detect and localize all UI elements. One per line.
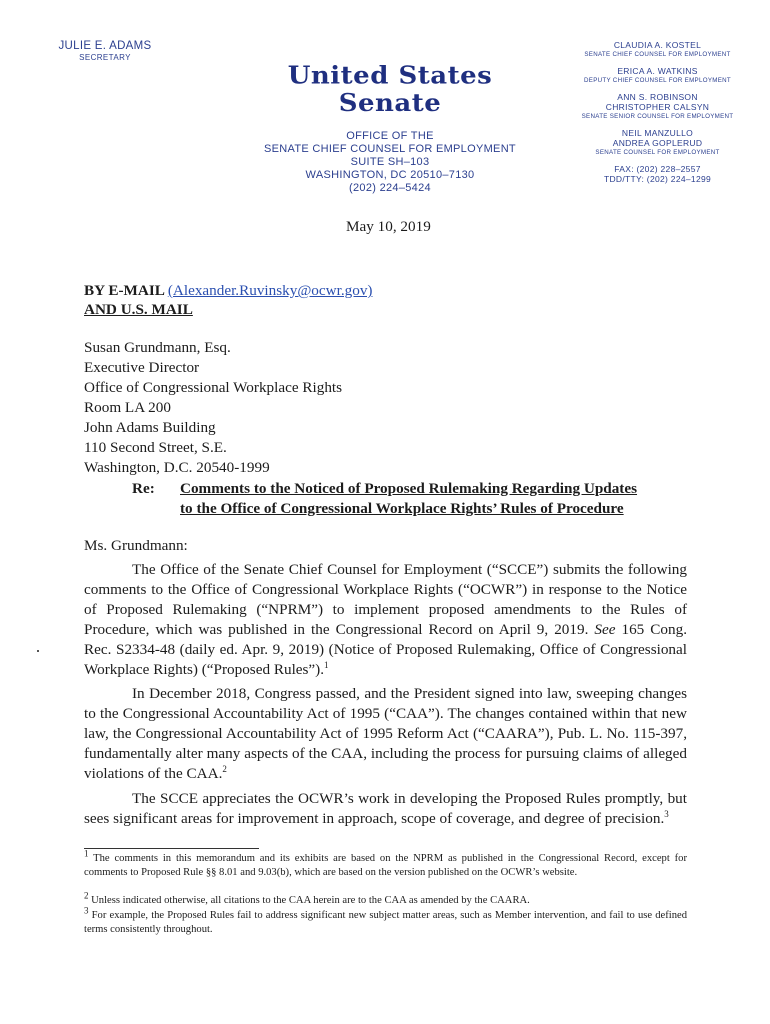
re-subject	[180, 479, 660, 519]
counsel-staff-list	[555, 40, 760, 191]
staff-name: CLAUDIA A. KOSTEL	[613, 40, 702, 50]
office-line-5: (202) 224–5424	[349, 182, 431, 194]
staff-block	[555, 128, 760, 157]
letter-date: May 10, 2019	[346, 218, 431, 235]
footnote-number: 2	[84, 890, 89, 901]
footnote-2	[84, 890, 687, 908]
re-label: Re:	[132, 480, 155, 497]
staff-name: CHRISTOPHER CALSYN	[605, 102, 710, 112]
office-line-2: SENATE CHIEF COUNSEL FOR EMPLOYMENT	[264, 143, 516, 155]
paragraph-1-citation: 165 Cong. Rec. S2334-48 (daily ed. Apr. 9, 2019) (Notice of Proposed Rulemaking, Office of Congressional Workplace Rights) (“Proposed Rules”).	[84, 621, 687, 678]
re-subject-line: Comments to the Noticed of Proposed Rulemaking Regarding Updates	[180, 480, 638, 497]
footnote-number: 1	[84, 848, 89, 859]
fax-number: FAX: (202) 228–2557	[614, 164, 701, 174]
address-line: Washington, D.C. 20540-1999	[84, 459, 270, 476]
footnote-text: For example, the Proposed Rules fail to address significant new subject matter areas, such as Member intervention, and fail to use defined terms consistently throughout.	[84, 910, 687, 935]
footnote-divider	[84, 848, 259, 849]
masthead-title: United States Senate	[287, 62, 493, 118]
paragraph-3	[84, 789, 687, 829]
paragraph-2	[84, 684, 687, 784]
staff-name: ANDREA GOPLERUD	[612, 138, 703, 148]
email-link[interactable]: (Alexander.Ruvinsky@ocwr.gov)	[167, 282, 373, 299]
staff-block	[555, 66, 760, 85]
recipient-address	[84, 338, 342, 478]
paragraph-1-text: The Office of the Senate Chief Counsel for Employment (“SCCE”) submits the following comments to the Office of Congressional Workplace Rights (“OCWR”) in response to the Notice of Proposed Rulemaking (“NPRM”) to implement proposed amendments to the Rules of Procedure, which was published in the Congressional Record on April 9, 2019.	[84, 561, 687, 638]
footnote-1	[84, 848, 687, 880]
secretary-title: SECRETARY	[79, 53, 131, 62]
delivery-email	[84, 281, 372, 301]
address-line: Executive Director	[84, 359, 200, 376]
paragraph-2-text: In December 2018, Congress passed, and the President signed into law, sweeping changes to the Congressional Accountability Act of 1995 (“CAA”). The changes contained within that new law, the Congressional Accountability Act of 1995 Reform Act (“CAARA”), Pub. L. No. 115-397, fundamentally alter many aspects of the CAA, including the process for pursuing claims of alleged violations of the CAA.	[84, 685, 687, 782]
staff-title: SENATE CHIEF COUNSEL FOR EMPLOYMENT	[584, 51, 731, 58]
footnote-ref-1: 1	[324, 659, 329, 670]
staff-name: ANN S. ROBINSON	[617, 92, 698, 102]
contact-block	[555, 164, 760, 184]
see-signal: See	[594, 621, 616, 638]
re-subject-line: to the Office of Congressional Workplace Rights’ Rules of Procedure	[180, 500, 624, 517]
secretary-block	[40, 40, 170, 62]
salutation: Ms. Grundmann:	[84, 537, 188, 554]
staff-name: NEIL MANZULLO	[621, 128, 694, 138]
staff-block	[555, 40, 760, 59]
office-line-3: SUITE SH–103	[350, 156, 430, 168]
footnote-text: The comments in this memorandum and its exhibits are based on the NPRM as published in the Congressional Record, except for comments to Proposed Rule §§ 8.01 and 9.03(b), which are based on the version published on the OCWR’s website.	[84, 853, 687, 878]
tdd-number: TDD/TTY: (202) 224–1299	[603, 174, 712, 184]
staff-title: DEPUTY CHIEF COUNSEL FOR EMPLOYMENT	[584, 77, 731, 84]
footnote-3	[84, 905, 687, 937]
address-line: Room LA 200	[84, 399, 171, 416]
footnote-text: Unless indicated otherwise, all citations to the CAA herein are to the CAA as amended by the CAARA.	[88, 895, 530, 906]
office-line-1: OFFICE OF THE	[346, 130, 434, 142]
footnote-ref-2: 2	[222, 763, 227, 774]
paragraph-1	[84, 560, 687, 680]
staff-name: ERICA A. WATKINS	[617, 66, 698, 76]
staff-title: SENATE SENIOR COUNSEL FOR EMPLOYMENT	[581, 113, 734, 120]
office-line-4: WASHINGTON, DC 20510–7130	[305, 169, 475, 181]
staff-block	[555, 92, 760, 121]
address-line: Office of Congressional Workplace Rights	[84, 379, 343, 396]
footnote-number: 3	[84, 905, 89, 916]
margin-mark	[37, 650, 39, 652]
footnote-ref-3: 3	[664, 808, 669, 819]
paragraph-3-text: The SCCE appreciates the OCWR’s work in developing the Proposed Rules promptly, but sees significant areas for improvement in approach, scope of coverage, and degree of precision.	[84, 790, 687, 827]
address-line: Susan Grundmann, Esq.	[84, 339, 231, 356]
delivery-email-prefix: BY E-MAIL	[84, 282, 168, 299]
delivery-mail: AND U.S. MAIL	[84, 301, 193, 318]
senate-letterhead	[250, 60, 530, 195]
address-line: 110 Second Street, S.E.	[84, 439, 227, 456]
secretary-name: JULIE E. ADAMS	[58, 40, 152, 52]
staff-title: SENATE COUNSEL FOR EMPLOYMENT	[595, 149, 720, 156]
address-line: John Adams Building	[84, 419, 216, 436]
